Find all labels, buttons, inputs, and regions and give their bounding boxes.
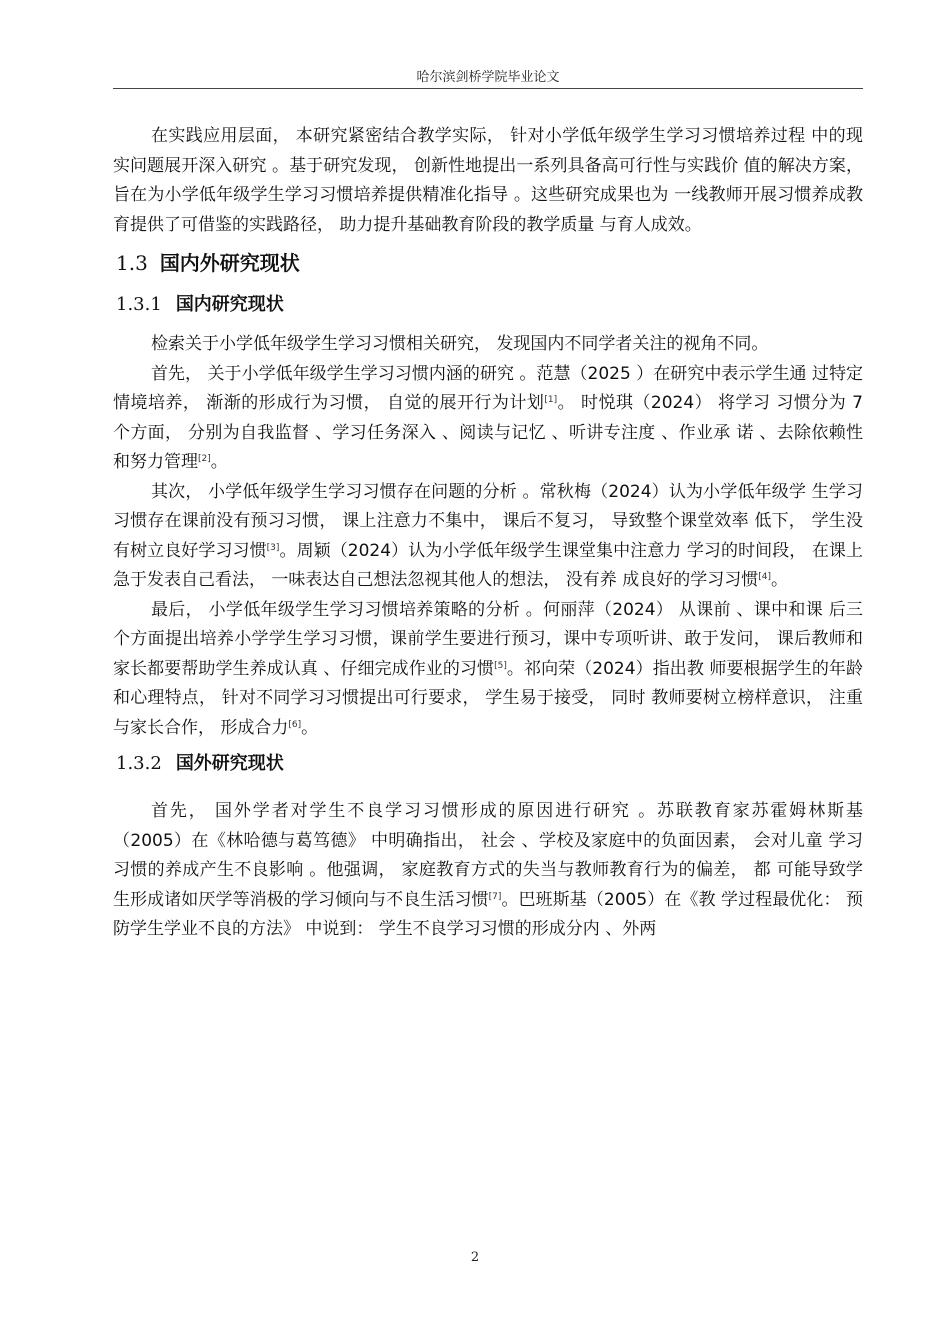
- text-run: 其次， 小学低年级学生学习习惯存在问题的分析 。常秋梅（2024）认为小学低年级学 生学习习惯存在课前没有预习习惯， 课上注意力不集中， 课后不复习， 导致整个课堂效率 低下， 学生没有树立良好学习习惯: [113, 481, 863, 561]
- citation-ref[interactable]: [3]: [266, 542, 280, 553]
- running-header: 哈尔滨剑桥学院毕业论文: [416, 70, 560, 85]
- section-heading-1-3: [116, 248, 863, 278]
- page-number: 2: [470, 1250, 480, 1265]
- text-run: 。 时悦琪（2024） 将学习 习惯分为 7 个方面， 分别为自我监督 、学习任务深入 、阅读与记忆 、听讲专注度 、作业承 诺 、去除依赖性和努力管理: [113, 393, 863, 472]
- citation-ref[interactable]: [7]: [488, 891, 502, 902]
- spacer: [113, 789, 863, 797]
- citation-ref[interactable]: [5]: [494, 660, 507, 671]
- text-run: 最后， 小学低年级学生学习习惯培养策略的分析 。何丽萍（2024） 从课前 、课中和课 后三个方面提出培养小学学生学习习惯，课前学生要进行预习，课中专项听讲、敢于发问， 课后教师和家长都要帮助学生养成认真 、仔细完成作业的习惯: [113, 599, 863, 679]
- text-run: 。: [210, 452, 228, 472]
- subsection-heading-1-3-1: [116, 290, 863, 320]
- text-run: 。巴班斯基（2005）在《教 学过程最优化： 预防学生学业不良的方法》 中说到： 学生不良学习习惯的形成分内 、外两: [113, 889, 863, 939]
- citation-ref[interactable]: [4]: [758, 572, 771, 582]
- intro-paragraph: 在实践应用层面， 本研究紧密结合教学实际， 针对小学低年级学生学习习惯培养过程 中的现实问题展开深入研究 。基于研究发现， 创新性地提出一系列具备高可行性与实践价 值的解决方案， 旨在为小学低年级学生学习习惯培养提供精准化指导 。这些研究成果也为 一线教师开展习惯养成教育提供了可借鉴的实践路径， 助力提升基础教育阶段的教学质量 与育人成效。: [113, 126, 863, 235]
- subsection-number: 1.3.1: [116, 294, 162, 315]
- text-run: 。: [301, 717, 319, 738]
- subsection-number: 1.3.2: [116, 753, 162, 774]
- domestic-paragraph-2: [113, 360, 863, 478]
- domestic-paragraph-4: [113, 596, 863, 744]
- text-run: 首先， 关于小学低年级学生学习习惯内涵的研究 。范慧（2025 ）在研究中表示学生通 过特定情境培养， 渐渐的形成行为习惯， 自觉的展开行为计划: [113, 363, 863, 413]
- subsection-title: 国内研究现状: [175, 294, 284, 315]
- subsection-heading-1-3-2: [116, 749, 863, 779]
- text-run: 。周颖（2024）认为小学低年级学生课堂集中注意力 学习的时间段， 在课上急于发表自己看法， 一味表达自己想法忽视其他人的想法， 没有养 成良好的学习习惯: [113, 540, 863, 590]
- section-title: 国内外研究现状: [159, 251, 300, 275]
- citation-ref[interactable]: [1]: [544, 395, 558, 405]
- foreign-paragraph-1: [113, 797, 863, 945]
- page-body: [113, 122, 863, 945]
- section-number: 1.3: [116, 251, 148, 275]
- text-run: 首先， 国外学者对学生不良学习习惯形成的原因进行研究 。苏联教育家苏霍姆林斯基 （2005）在《林哈德与葛笃德》 中明确指出， 社会 、学校及家庭中的负面因素， 会对儿童 学习习惯的养成产生不良影响 。他强调， 家庭教育方式的失当与教师教育行为的偏差， 都 可能导致学生形成诸如厌学等消极的学习倾向与不良生活习惯: [113, 801, 863, 910]
- citation-ref[interactable]: [6]: [288, 719, 302, 730]
- text-run: 。: [770, 570, 788, 590]
- citation-ref[interactable]: [2]: [198, 454, 211, 464]
- domestic-paragraph-1: 检索关于小学低年级学生学习习惯相关研究， 发现国内不同学者关注的视角不同。: [151, 334, 769, 354]
- header-rule: [113, 88, 863, 89]
- text-run: 。祁向荣（2024）指出教 师要根据学生的年龄和心理特点， 针对不同学习习惯提出可行要求， 学生易于接受， 同时 教师要树立榜样意识， 注重与家长合作， 形成合力: [113, 658, 864, 738]
- domestic-paragraph-3: [113, 478, 863, 596]
- subsection-title: 国外研究现状: [175, 753, 284, 774]
